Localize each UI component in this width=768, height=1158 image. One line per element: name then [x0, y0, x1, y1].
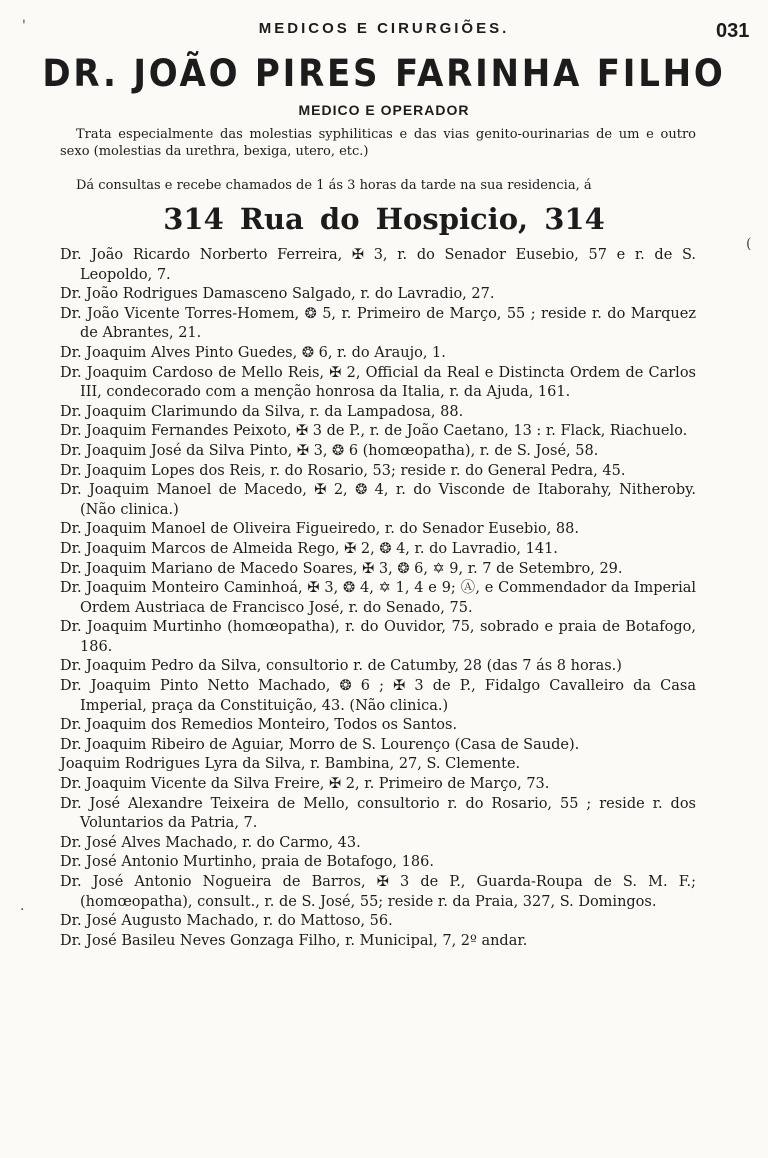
- list-item: Dr. Joaquim Ribeiro de Aguiar, Morro de S. Lourenço (Casa de Saude).: [60, 736, 580, 753]
- list-item: Dr. Joaquim Monteiro Caminhoá, ✠ 3, ❂ 4, ✡ 1, 4 e 9; Ⓐ, e Commendador da Imperial Ordem Austriaca de Francisco José, r. do Senado, 75.: [60, 580, 696, 616]
- list-item: Dr. José Antonio Nogueira de Barros, ✠ 3 de P., Guarda-Roupa de S. M. F.; (homœopatha), consult., r. de S. José, 55; reside r. da Praia, 327, S. Domingos.: [60, 874, 696, 910]
- advertisement-hours: Dá consultas e recebe chamados de 1 ás 3 horas da tarde na sua residencia, á: [76, 178, 592, 193]
- list-item: Dr. Joaquim Pedro da Silva, consultorio r. de Catumby, 28 (das 7 ás 8 horas.): [60, 658, 622, 675]
- list-item: Dr. Joaquim Pinto Netto Machado, ❂ 6 ; ✠ 3 de P., Fidalgo Cavalleiro da Casa Imperial, praça da Constituição, 43. (Não clinica.): [60, 678, 696, 714]
- list-item: Dr. João Ricardo Norberto Ferreira, ✠ 3, r. do Senador Eusebio, 57 e r. de S. Leopoldo, 7.: [60, 247, 696, 283]
- list-item: Dr. Joaquim Murtinho (homœopatha), r. do Ouvidor, 75, sobrado e praia de Botafogo, 186.: [60, 619, 696, 655]
- list-item: Dr. Joaquim Manoel de Oliveira Figueiredo, r. do Senador Eusebio, 88.: [60, 521, 579, 538]
- list-item: Dr. José Antonio Murtinho, praia de Botafogo, 186.: [60, 854, 434, 871]
- margin-mark: ·: [20, 902, 25, 918]
- list-item: Dr. José Augusto Machado, r. do Mattoso, 56.: [60, 913, 393, 930]
- list-item: Joaquim Rodrigues Lyra da Silva, r. Bambina, 27, S. Clemente.: [60, 756, 521, 773]
- margin-mark: ': [22, 18, 26, 34]
- list-item: Dr. Joaquim José da Silva Pinto, ✠ 3, ❂ 6 (homœopatha), r. de S. José, 58.: [60, 442, 599, 459]
- advertisement-name: DR. JOÃO PIRES FARINHA FILHO: [42, 52, 726, 95]
- advertisement-subtitle: MEDICO E OPERADOR: [298, 102, 470, 118]
- list-item: Dr. João Vicente Torres-Homem, ❂ 5, r. Primeiro de Março, 55 ; reside r. do Marquez de Abrantes, 21.: [60, 305, 696, 342]
- list-item: Dr. Joaquim dos Remedios Monteiro, Todos os Santos.: [60, 717, 458, 734]
- list-item: Dr. João Rodrigues Damasceno Salgado, r. do Lavradio, 27.: [60, 286, 495, 303]
- advertisement-address: 314 Rua do Hospicio, 314: [163, 202, 605, 236]
- list-item: Dr. Joaquim Cardoso de Mello Reis, ✠ 2, Official da Real e Distincta Ordem de Carlos III, condecorado com a menção honrosa da Italia, r. da Ajuda, 161.: [60, 364, 696, 401]
- advertisement-body: Trata especialmente das molestias syphiliticas e das vias genito-ourinarias de um e outro sexo (molestias da urethra, bexiga, utero, etc.): [60, 127, 696, 159]
- list-item: Dr. Joaquim Manoel de Macedo, ✠ 2, ❂ 4, r. do Visconde de Itaborahy, Nitheroby. (Não clinica.): [60, 482, 696, 518]
- list-item: Dr. Joaquim Lopes dos Reis, r. do Rosario, 53; reside r. do General Pedra, 45.: [60, 462, 626, 479]
- list-item: Dr. José Alves Machado, r. do Carmo, 43.: [60, 834, 361, 851]
- list-item: Dr. Joaquim Marcos de Almeida Rego, ✠ 2, ❂ 4, r. do Lavradio, 141.: [60, 540, 558, 557]
- list-item: Dr. Joaquim Mariano de Macedo Soares, ✠ 3, ❂ 6, ✡ 9, r. 7 de Setembro, 29.: [60, 560, 623, 577]
- margin-mark: (: [746, 236, 752, 252]
- list-item: Dr. Joaquim Alves Pinto Guedes, ❂ 6, r. do Araujo, 1.: [60, 344, 446, 361]
- running-head: MEDICOS E CIRURGIÕES.: [258, 20, 510, 37]
- list-item: Dr. José Alexandre Teixeira de Mello, consultorio r. do Rosario, 55 ; reside r. dos Voluntarios da Patria, 7.: [60, 795, 696, 832]
- list-item: Dr. Joaquim Vicente da Silva Freire, ✠ 2, r. Primeiro de Março, 73.: [60, 776, 550, 793]
- physician-list: [60, 246, 696, 951]
- list-item: Dr. José Basileu Neves Gonzaga Filho, r. Municipal, 7, 2º andar.: [60, 932, 528, 949]
- list-item: Dr. Joaquim Clarimundo da Silva, r. da Lampadosa, 88.: [60, 403, 464, 420]
- list-item: Dr. Joaquim Fernandes Peixoto, ✠ 3 de P., r. de João Caetano, 13 : r. Flack, Riachuelo.: [60, 423, 688, 440]
- page-number: 031: [716, 20, 750, 42]
